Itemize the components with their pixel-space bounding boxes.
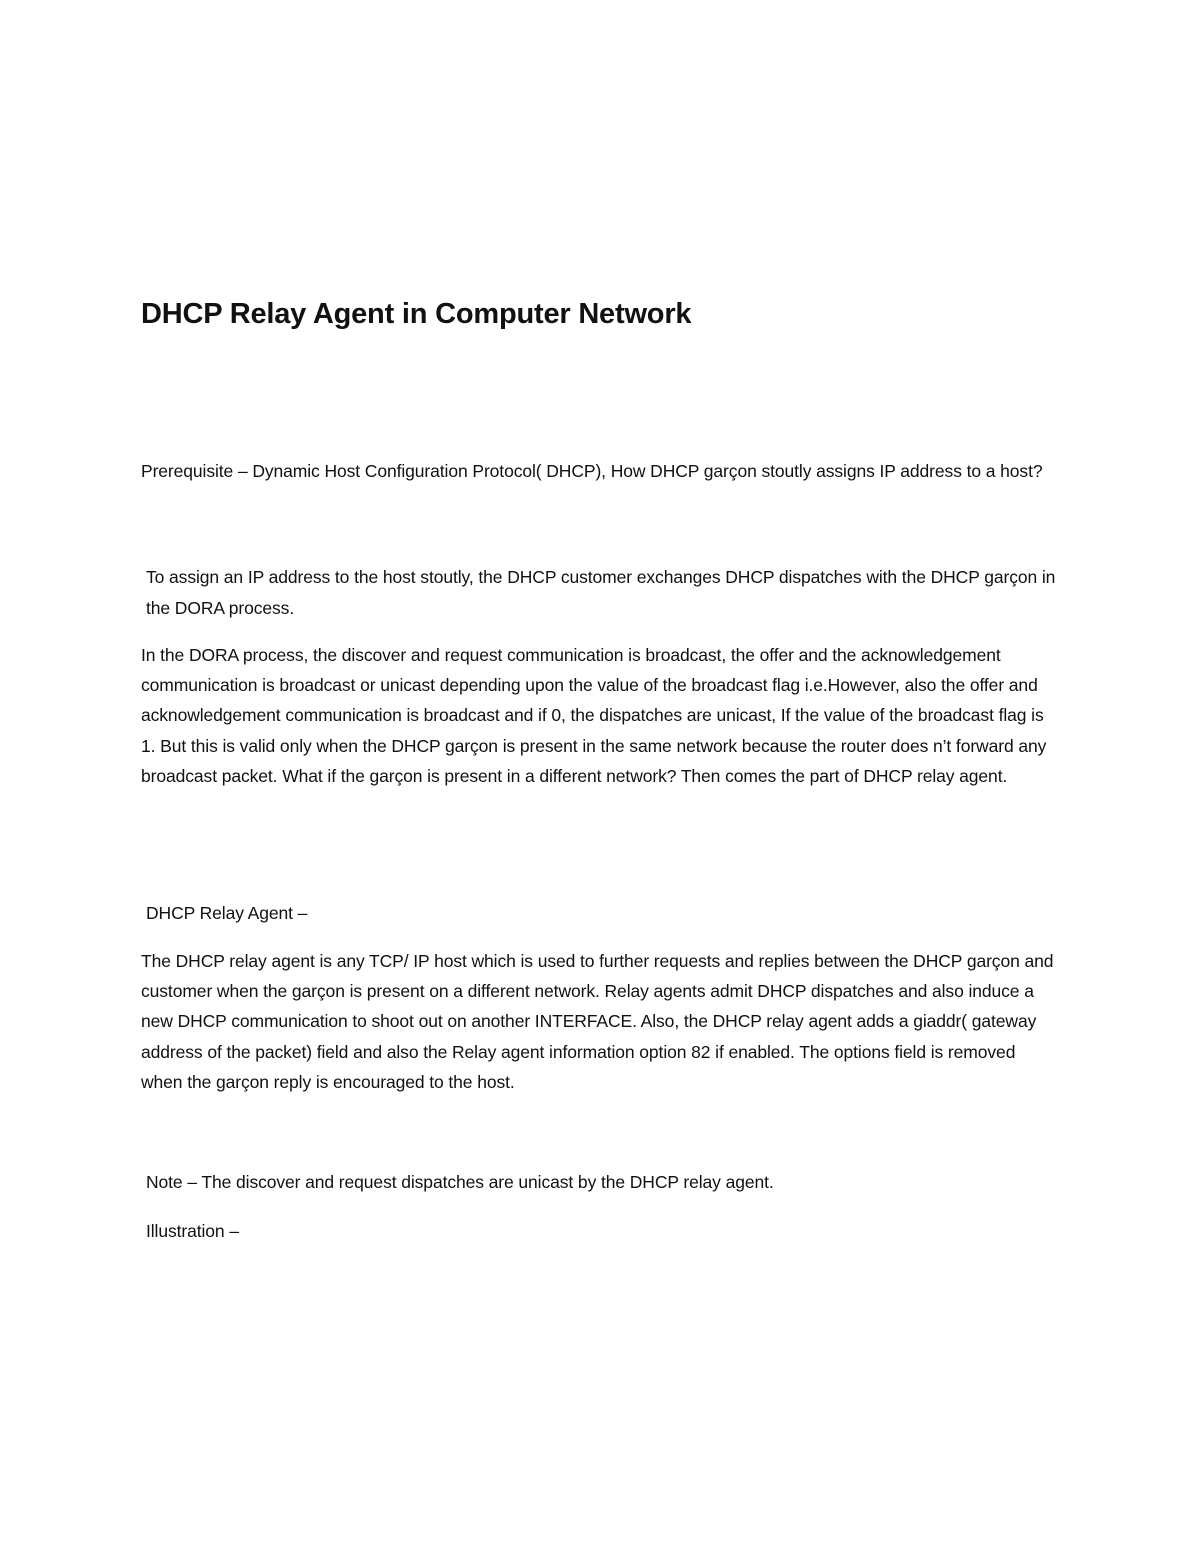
relay-agent-heading: DHCP Relay Agent – bbox=[146, 903, 308, 924]
ip-assignment-paragraph: To assign an IP address to the host stoutly, the DHCP customer exchanges DHCP dispatches with the DHCP garçon in the DORA process. bbox=[146, 567, 1056, 618]
document-body bbox=[141, 292, 1061, 1247]
dora-process-paragraph: In the DORA process, the discover and request communication is broadcast, the offer and the acknowledgement communication is broadcast or unicast depending upon the value of the broadcast flag i.e.However, also the offer and acknowledgement communication is broadcast and if 0, the dispatches are unicast, If the value of the broadcast flag is 1. But this is valid only when the DHCP garçon is present in the same network because the router does n’t forward any broadcast packet. What if the garçon is present in a different network? Then comes the part of DHCP relay agent. bbox=[141, 644, 1047, 787]
note-paragraph: Note – The discover and request dispatches are unicast by the DHCP relay agent. bbox=[146, 1172, 774, 1193]
illustration-heading: Illustration – bbox=[146, 1221, 239, 1242]
prerequisite-paragraph: Prerequisite – Dynamic Host Configuration Protocol( DHCP), How DHCP garçon stoutly assigns IP address to a host? bbox=[141, 461, 1043, 481]
document-title: DHCP Relay Agent in Computer Network bbox=[141, 298, 692, 330]
relay-agent-description-paragraph: The DHCP relay agent is any TCP/ IP host which is used to further requests and replies between the DHCP garçon and customer when the garçon is present on a different network. Relay agents admit DHCP dispatches and also induce a new DHCP communication to shoot out on another INTERFACE. Also, the DHCP relay agent adds a giaddr( gateway address of the packet) field and also the Relay agent information option 82 if enabled. The options field is removed when the garçon reply is encouraged to the host. bbox=[141, 950, 1054, 1092]
